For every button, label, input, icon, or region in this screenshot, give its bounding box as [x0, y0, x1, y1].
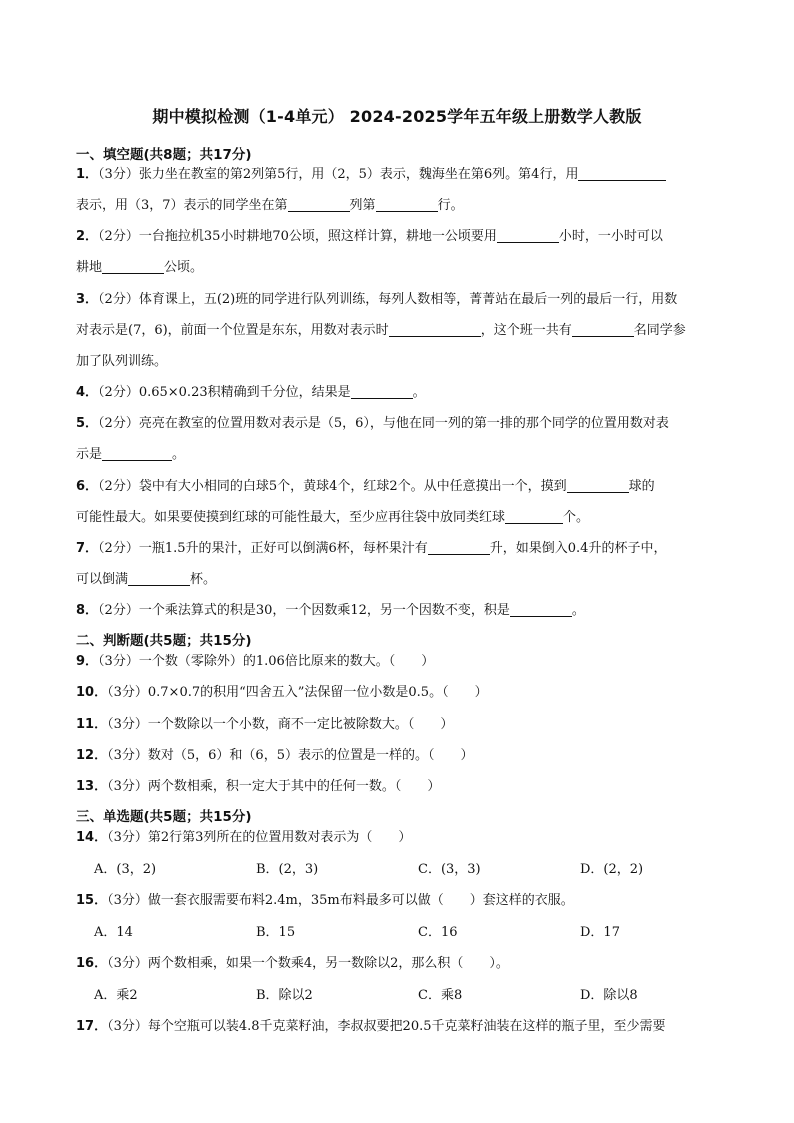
option-b[interactable]: B．15 — [256, 925, 296, 940]
question-7: 7．（2分）一瓶1.5升的果汁，正好可以倒满6杯，每杯果汁有 升，如果倒入0.4升的杯子中， — [76, 541, 667, 556]
answer-blank[interactable] — [428, 540, 490, 555]
option-d[interactable]: D．17 — [580, 925, 620, 940]
question-11: 11．（3分）一个数除以一个小数，商不一定比被除数大。（ ） — [76, 717, 454, 732]
question-1: 1．（3分）张力坐在教室的第2列第5行，用（2，5）表示，魏海坐在第6列。第4行，用 — [76, 166, 666, 184]
option-a[interactable]: A．乘2 — [94, 988, 138, 1003]
option-c[interactable]: C．16 — [418, 925, 458, 940]
option-b[interactable]: B．(2，3) — [256, 862, 319, 877]
answer-blank[interactable] — [497, 228, 559, 243]
question-5: 5．（2分）亮亮在教室的位置用数对表示是（5，6），与他在同一列的第一排的那个同学的位置用数对表 — [76, 416, 669, 431]
question-8: 8．（2分）一个乘法算式的积是30，一个因数乘12，另一个因数不变，积是 。 — [76, 603, 585, 618]
question-2: 2．（2分）一台拖拉机35小时耕地70公顷，照这样计算，耕地一公顷要用 小时，一小时可以 — [76, 229, 663, 244]
option-d[interactable]: D．除以8 — [580, 988, 638, 1003]
answer-blank[interactable] — [578, 166, 666, 181]
question-5-cont: 示是 。 — [76, 447, 186, 462]
answer-blank[interactable] — [510, 602, 572, 617]
answer-blank[interactable] — [376, 197, 438, 212]
option-d[interactable]: D．(2，2) — [580, 862, 644, 877]
option-a[interactable]: A．(3，2) — [94, 862, 157, 877]
question-6: 6．（2分）袋中有大小相同的白球5个，黄球4个，红球2个。从中任意摸出一个，摸到 球的 — [76, 479, 655, 494]
option-c[interactable]: C．(3，3) — [418, 862, 481, 877]
section-heading-multiple-choice: 三、单选题(共5题；共15分) — [76, 809, 252, 825]
question-15: 15．（3分）做一套衣服需要布料2.4m，35m布料最多可以做（ ）套这样的衣服。 — [76, 893, 574, 908]
option-c[interactable]: C．乘8 — [418, 988, 463, 1003]
question-3-cont2: 加了队列训练。 — [76, 354, 168, 369]
question-7-cont: 可以倒满 杯。 — [76, 572, 217, 587]
answer-blank[interactable] — [288, 197, 350, 212]
question-13: 13．（3分）两个数相乘，积一定大于其中的任何一数。（ ） — [76, 779, 441, 794]
question-10: 10．（3分）0.7×0.7的积用“四舍五入”法保留一位小数是0.5。（ ） — [76, 685, 488, 700]
answer-blank[interactable] — [351, 384, 413, 399]
question-16: 16．（3分）两个数相乘，如果一个数乘4，另一数除以2，那么积（ ）。 — [76, 956, 509, 971]
answer-blank[interactable] — [128, 571, 190, 586]
question-2-cont: 耕地 公顷。 — [76, 260, 204, 275]
question-9: 9．（3分）一个数（零除外）的1.06倍比原来的数大。（ ） — [76, 654, 435, 669]
option-a[interactable]: A．14 — [94, 925, 133, 940]
question-17: 17．（3分）每个空瓶可以装4.8千克菜籽油，李叔叔要把20.5千克菜籽油装在这样的瓶子里，至少需要 — [76, 1019, 666, 1034]
answer-blank[interactable] — [102, 446, 172, 461]
option-b[interactable]: B．除以2 — [256, 988, 313, 1003]
question-12: 12．（3分）数对（5，6）和（6，5）表示的位置是一样的。（ ） — [76, 748, 474, 763]
section-heading-fill-in: 一、填空题(共8题；共17分) — [76, 147, 252, 163]
answer-blank[interactable] — [389, 322, 481, 337]
answer-blank[interactable] — [572, 322, 634, 337]
question-1-cont: 表示，用（3，7）表示的同学坐在第 列第 行。 — [76, 198, 464, 213]
answer-blank[interactable] — [505, 509, 563, 524]
section-heading-true-false: 二、判断题(共5题；共15分) — [76, 633, 252, 649]
question-6-cont: 可能性最大。如果要使摸到红球的可能性最大，至少应再往袋中放同类红球 个。 — [76, 510, 590, 525]
answer-blank[interactable] — [567, 478, 629, 493]
question-3-cont: 对表示是(7，6)，前面一个位置是东东，用数对表示时 ，这个班一共有 名同学参 — [76, 323, 686, 338]
question-3: 3．（2分）体育课上，五(2)班的同学进行队列训练，每列人数相等，菁菁站在最后一列的最后一行，用数 — [76, 292, 678, 307]
page-title: 期中模拟检测（1-4单元） 2024-2025学年五年级上册数学人教版 — [152, 107, 642, 126]
question-14: 14．（3分）第2行第3列所在的位置用数对表示为（ ） — [76, 830, 412, 845]
answer-blank[interactable] — [102, 259, 164, 274]
question-4: 4．（2分）0.65×0.23积精确到千分位，结果是 。 — [76, 385, 426, 400]
